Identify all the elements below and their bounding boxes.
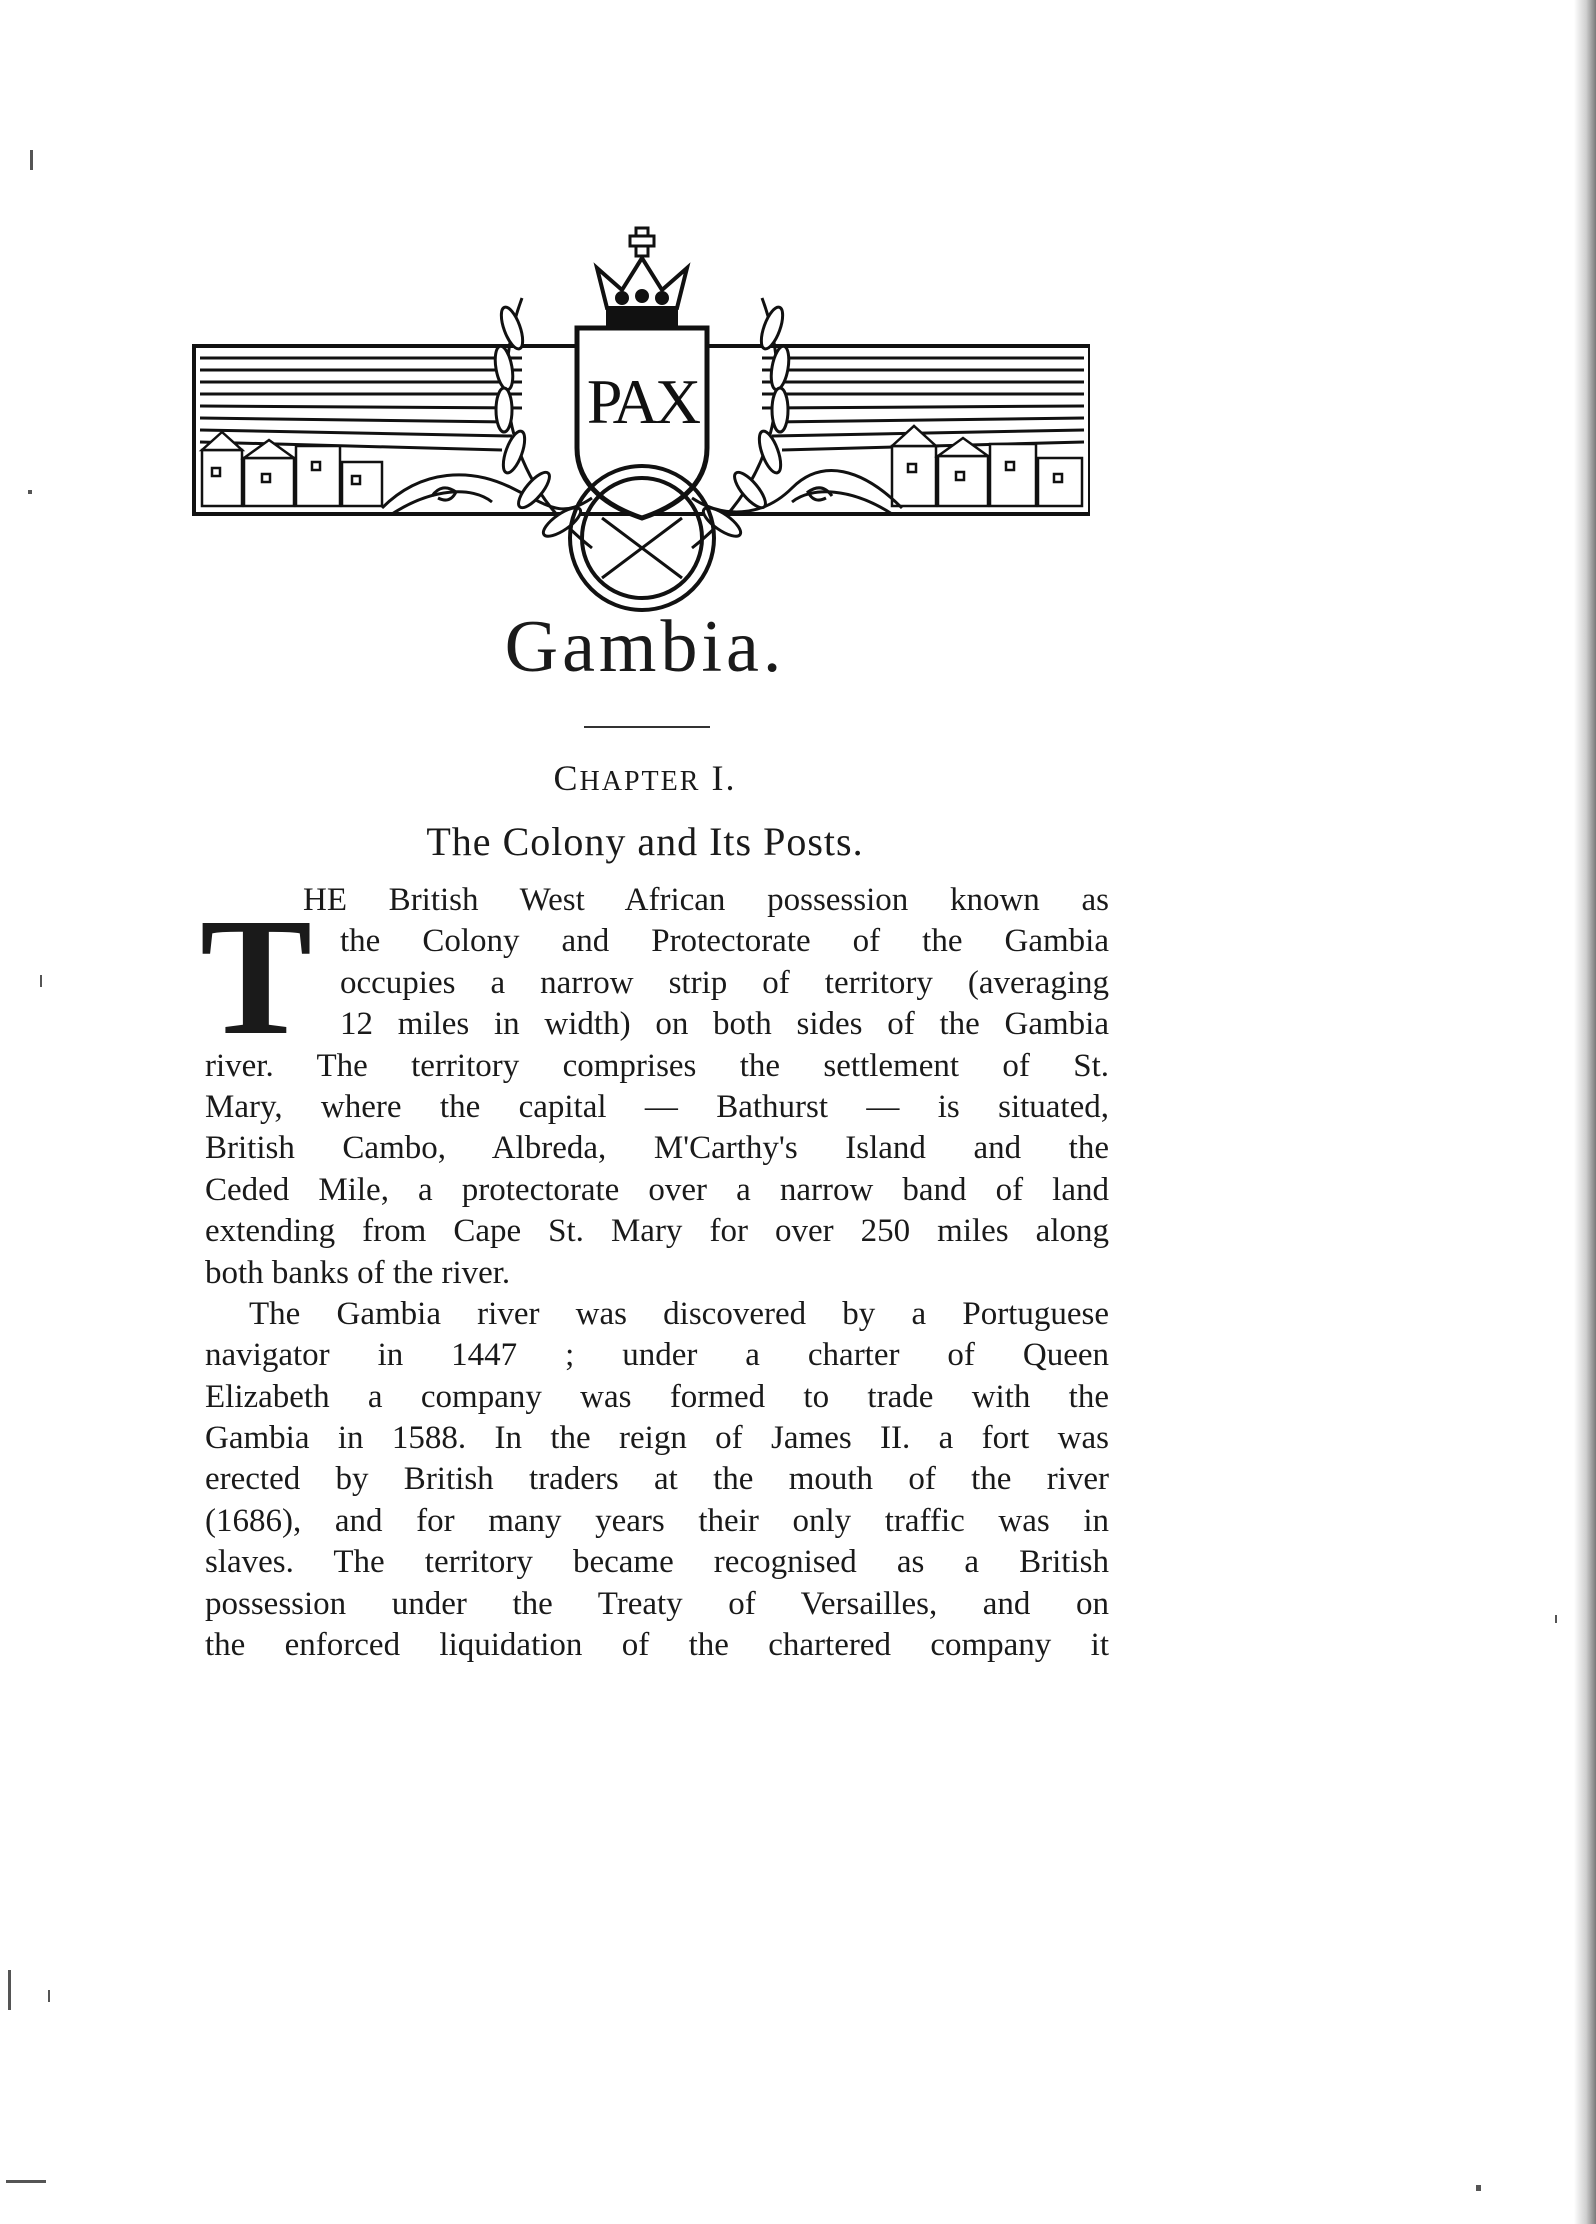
text-line: (1686), and for many years their only traffic was in: [205, 1502, 1109, 1539]
page-edge-shadow: [1574, 0, 1596, 2224]
text-line: erected by British traders at the mouth of the river: [205, 1461, 1109, 1498]
chapter-small-caps: HAPTER: [579, 766, 701, 797]
text-line: extending from Cape St. Mary for over 250 miles along: [205, 1213, 1109, 1250]
chapter-subtitle: The Colony and Its Posts.: [426, 819, 864, 864]
pax-lettering: PAX: [586, 366, 698, 437]
text-line: Elizabeth a company was formed to trade with the: [205, 1378, 1109, 1415]
drop-cap: T: [200, 884, 313, 1070]
text-line: British Cambo, Albreda, M'Carthy's Island and the: [205, 1130, 1109, 1167]
text-line: occupies a narrow strip of territory (averaging: [340, 964, 1109, 1001]
text-line: both banks of the river.: [205, 1254, 511, 1291]
text-line: the enforced liquidation of the chartered company it: [205, 1627, 1109, 1664]
title-divider: [584, 726, 710, 728]
pax-headpiece-illustration: [192, 218, 1090, 618]
text-line: Mary, where the capital — Bathurst — is situated,: [205, 1088, 1109, 1125]
text-line: Ceded Mile, a protectorate over a narrow band of land: [205, 1171, 1109, 1208]
text-line: The Gambia river was discovered by a Portuguese: [249, 1295, 1109, 1332]
body-text: [205, 880, 1109, 1666]
pax-emblem-svg: [192, 218, 1090, 618]
text-line: river. The territory comprises the settlement of St.: [205, 1047, 1109, 1084]
page-title: Gambia.: [504, 606, 786, 688]
chapter-heading: [0, 760, 1290, 796]
text-line: Gambia in 1588. In the reign of James II. a fort was: [205, 1420, 1109, 1457]
text-line: slaves. The territory became recognised as a British: [205, 1544, 1109, 1581]
text-line: the Colony and Protectorate of the Gambia: [340, 923, 1109, 960]
text-line: HE British West African possession known as: [303, 882, 1109, 918]
chapter-prefix: C: [553, 758, 580, 798]
text-line: 12 miles in width) on both sides of the Gambia: [340, 1006, 1109, 1043]
text-line: possession under the Treaty of Versailles, and on: [205, 1585, 1109, 1622]
paragraph-1: [205, 880, 1109, 1294]
text-line: navigator in 1447 ; under a charter of Queen: [205, 1337, 1109, 1374]
paragraph-2: [205, 1294, 1109, 1667]
crown-icon: [597, 228, 687, 328]
chapter-number: I.: [711, 758, 737, 798]
